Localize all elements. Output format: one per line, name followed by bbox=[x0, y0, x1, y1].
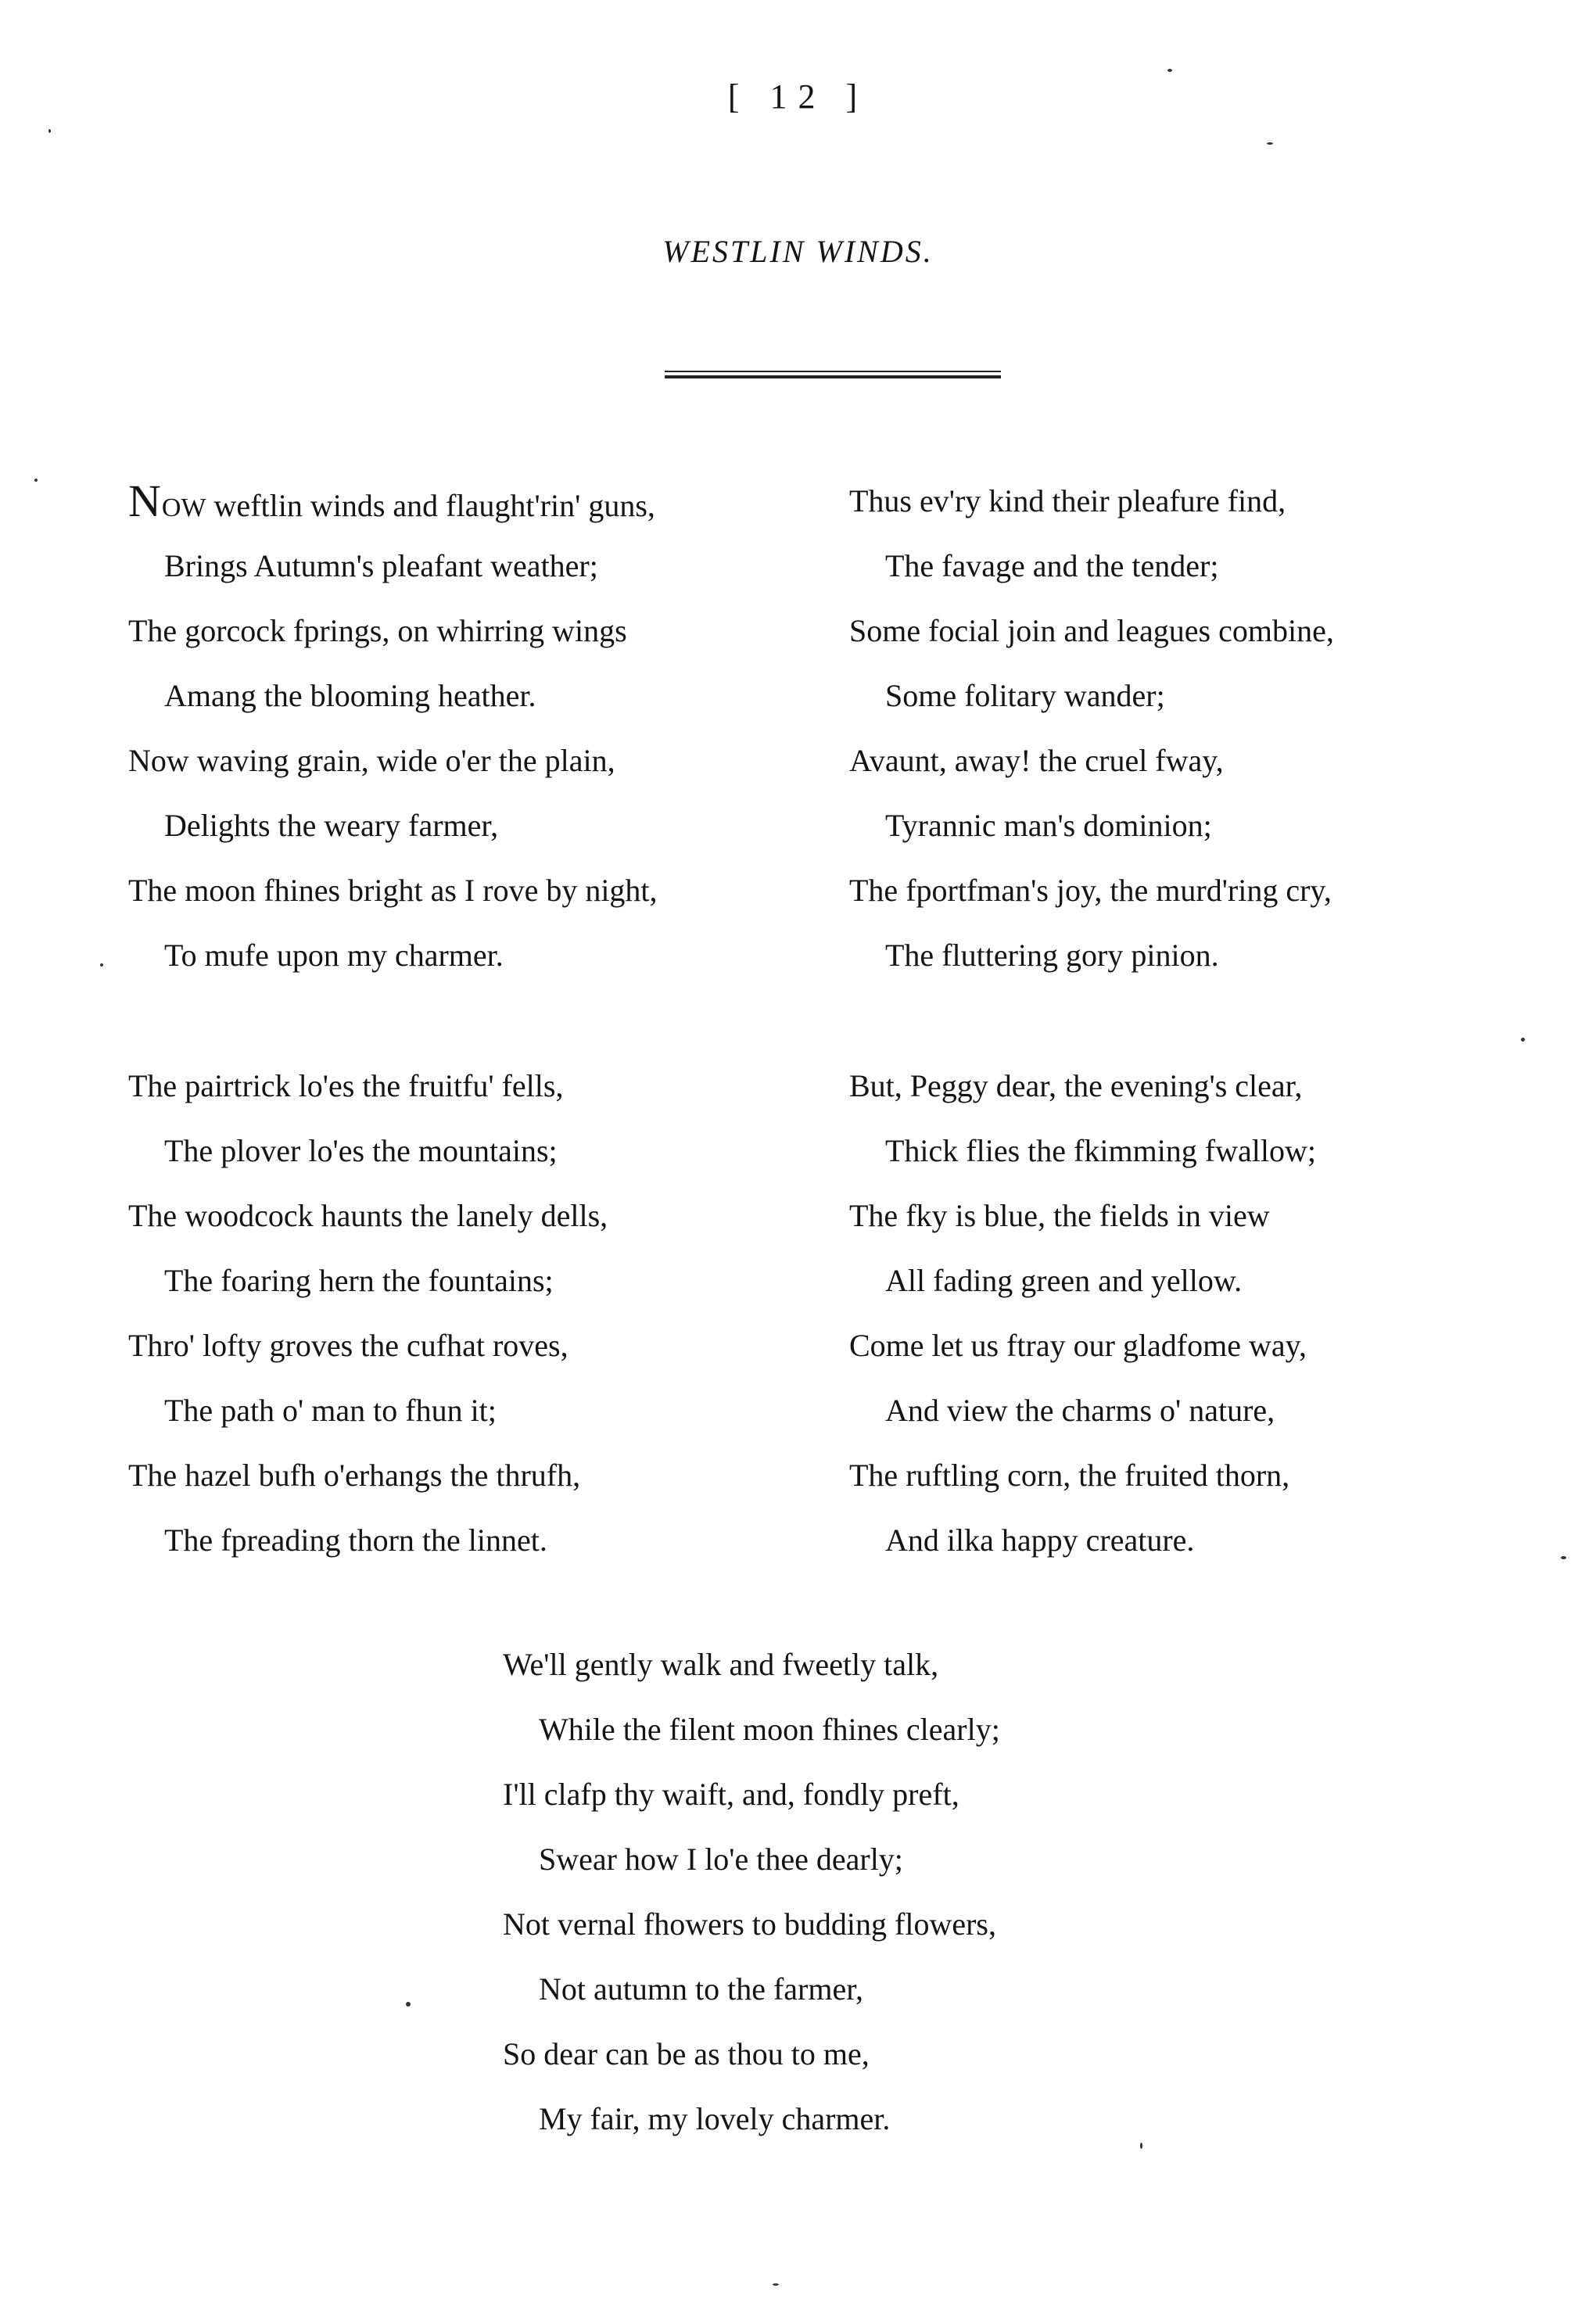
poem-line: Amang the blooming heather. bbox=[164, 678, 536, 713]
page-number: [ 12 ] bbox=[727, 77, 869, 116]
scan-speck bbox=[773, 2283, 779, 2286]
poem-line: Tyrannic man's dominion; bbox=[885, 808, 1212, 843]
poem-line: All fading green and yellow. bbox=[885, 1263, 1243, 1298]
poem-line: We'll gently walk and fweetly talk, bbox=[503, 1647, 939, 1682]
stanza-3 bbox=[849, 468, 1334, 988]
drop-initial: N bbox=[128, 475, 162, 526]
scan-speck bbox=[48, 129, 51, 133]
scan-speck bbox=[100, 963, 103, 967]
scan-speck bbox=[1167, 69, 1172, 72]
poem-line: Delights the weary farmer, bbox=[164, 808, 499, 843]
poem-line: Some folitary wander; bbox=[885, 678, 1165, 713]
poem-line: Thick flies the fkimming fwallow; bbox=[885, 1133, 1316, 1168]
poem-line: Thro' lofty groves the cufhat roves, bbox=[128, 1328, 568, 1363]
poem-line: The fluttering gory pinion. bbox=[885, 938, 1219, 973]
stanza-5 bbox=[503, 1632, 1000, 2151]
poem-line: Not vernal fhowers to budding flowers, bbox=[503, 1906, 996, 1942]
scan-speck bbox=[406, 2002, 411, 2007]
stanza-4 bbox=[849, 1053, 1316, 1573]
poem-line: The ruftling corn, the fruited thorn, bbox=[849, 1458, 1290, 1493]
scan-speck bbox=[1561, 1556, 1566, 1559]
poem-line: The moon fhines bright as I rove by night, bbox=[128, 873, 658, 908]
scan-speck bbox=[34, 479, 38, 482]
poem-line: The plover lo'es the mountains; bbox=[164, 1133, 558, 1168]
poem-line: Swear how I lo'e thee dearly; bbox=[539, 1842, 903, 1877]
poem-line: Come let us ftray our gladfome way, bbox=[849, 1328, 1307, 1363]
stanza-2 bbox=[128, 1053, 608, 1573]
poem-line: So dear can be as thou to me, bbox=[503, 2036, 870, 2071]
poem-line: The fportfman's joy, the murd'ring cry, bbox=[849, 873, 1332, 908]
poem-line: Avaunt, away! the cruel fway, bbox=[849, 743, 1224, 778]
poem-line: And ilka happy creature. bbox=[885, 1523, 1195, 1558]
poem-line: The fpreading thorn the linnet. bbox=[164, 1523, 547, 1558]
poem-line: But, Peggy dear, the evening's clear, bbox=[849, 1068, 1303, 1103]
scan-speck bbox=[1267, 142, 1273, 145]
poem-line: Not autumn to the farmer, bbox=[539, 1971, 863, 2007]
poem-line: While the filent moon fhines clearly; bbox=[539, 1712, 1000, 1747]
poem-line: I'll clafp thy waift, and, fondly preft, bbox=[503, 1777, 959, 1812]
scan-speck bbox=[1140, 2143, 1142, 2149]
poem-line: Some focial join and leagues combine, bbox=[849, 613, 1334, 648]
poem-line: Thus ev'ry kind their pleafure find, bbox=[849, 483, 1286, 518]
poem-line: NOW weftlin winds and flaught'rin' guns, bbox=[128, 475, 655, 526]
poem-line: And view the charms o' nature, bbox=[885, 1393, 1275, 1428]
title-rule-thin bbox=[665, 371, 1001, 372]
poem-line: The favage and the tender; bbox=[885, 548, 1219, 583]
poem-line: The foaring hern the fountains; bbox=[164, 1263, 554, 1298]
poem-line: The woodcock haunts the lanely dells, bbox=[128, 1198, 608, 1233]
poem-title: WESTLIN WINDS. bbox=[662, 234, 934, 269]
poem-line: Now waving grain, wide o'er the plain, bbox=[128, 743, 615, 778]
poem-line: The hazel bufh o'erhangs the thrufh, bbox=[128, 1458, 581, 1493]
scan-speck bbox=[1521, 1038, 1525, 1042]
poem-line: Brings Autumn's pleafant weather; bbox=[164, 548, 598, 583]
stanza-1 bbox=[128, 468, 658, 988]
poem-line: The gorcock fprings, on whirring wings bbox=[128, 613, 627, 648]
poem-line: My fair, my lovely charmer. bbox=[539, 2101, 891, 2136]
poem-line: To mufe upon my charmer. bbox=[164, 938, 504, 973]
poem-line: The pairtrick lo'es the fruitfu' fells, bbox=[128, 1068, 564, 1103]
title-rule bbox=[665, 371, 1001, 378]
small-caps: OW bbox=[161, 493, 206, 522]
poem-line: The fky is blue, the fields in view bbox=[849, 1198, 1270, 1233]
title-rule-thick bbox=[665, 375, 1001, 378]
poem-line: The path o' man to fhun it; bbox=[164, 1393, 497, 1428]
